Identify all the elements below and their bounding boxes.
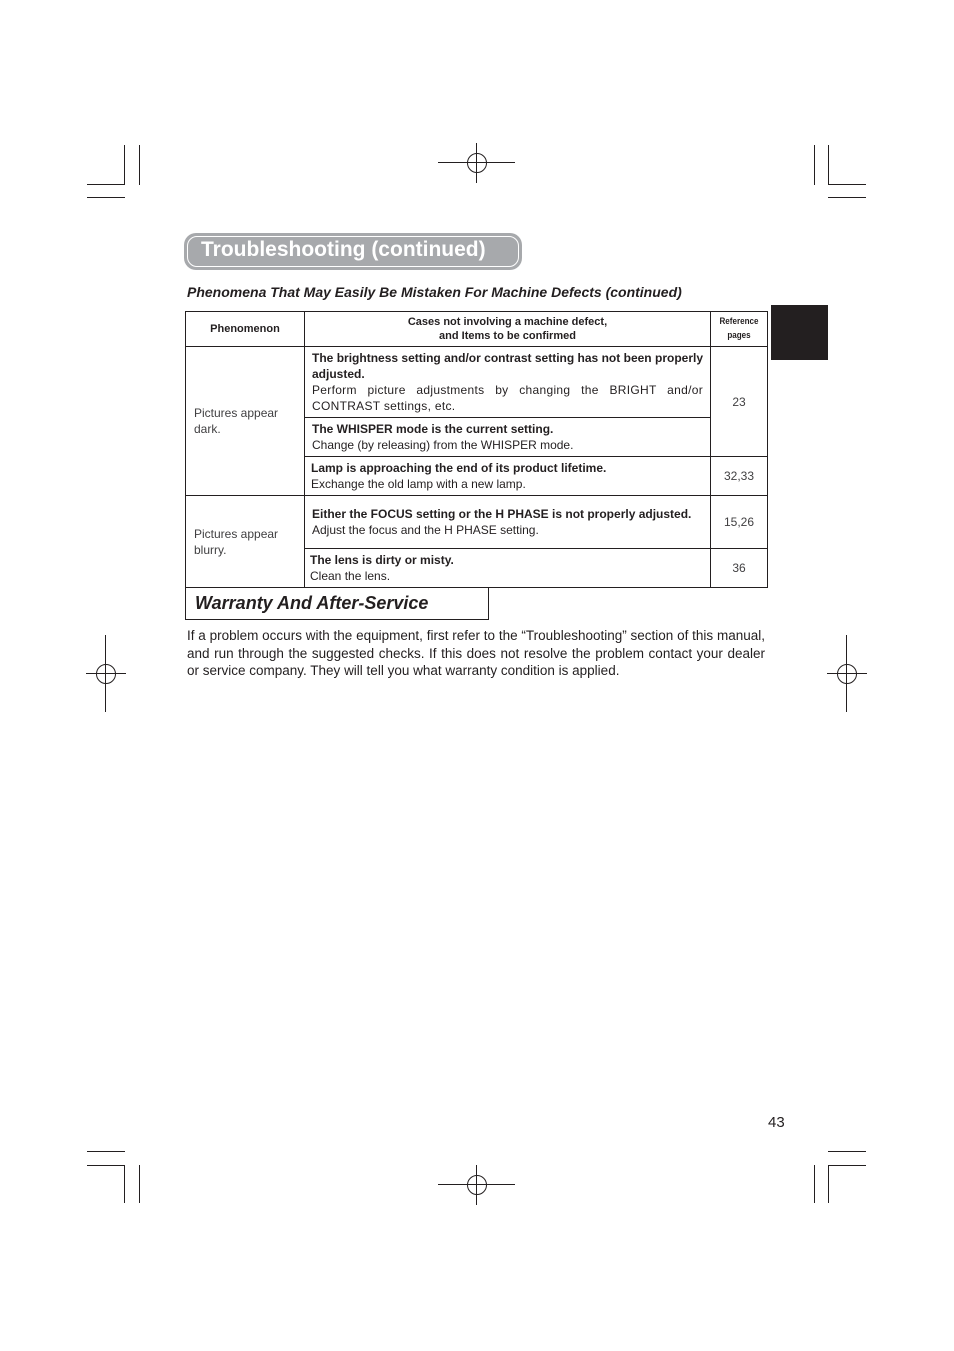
warranty-heading-box bbox=[185, 587, 489, 620]
table-header-row bbox=[186, 312, 768, 347]
case-heading: The WHISPER mode is the current setting. bbox=[312, 422, 554, 436]
case-body: Exchange the old lamp with a new lamp. bbox=[311, 477, 526, 491]
page-title-banner bbox=[184, 233, 522, 270]
header-cases-line2: and Items to be confirmed bbox=[439, 330, 576, 342]
case-body: Perform picture adjustments by changing the BRIGHT and/or CONTRAST settings, etc. bbox=[312, 383, 703, 413]
case-body: Clean the lens. bbox=[310, 569, 391, 583]
header-ref-line2: pages bbox=[727, 330, 751, 341]
table-row bbox=[186, 347, 768, 418]
section-subheading bbox=[187, 284, 682, 300]
subheading-suffix: (continued) bbox=[605, 284, 682, 300]
reference-cell: 15,26 bbox=[711, 496, 768, 549]
subheading-main: Phenomena That May Easily Be Mistaken For Machine Defects bbox=[187, 284, 602, 300]
phenomenon-cell: Pictures appear blurry. bbox=[186, 496, 305, 588]
page-number: 43 bbox=[768, 1114, 785, 1131]
section-tab-block bbox=[771, 305, 828, 360]
header-ref-line1: Reference bbox=[719, 316, 759, 327]
reference-cell: 32,33 bbox=[711, 457, 768, 496]
case-heading: The brightness setting and/or contrast setting has not been properly adjusted. bbox=[312, 351, 703, 381]
warranty-paragraph: If a problem occurs with the equipment, first refer to the “Troubleshooting” section of this manual, and run through the suggested checks. If this does not resolve the problem contact your dealer or service company. They will tell you what warranty condition is applied. bbox=[187, 628, 765, 678]
case-heading: The lens is dirty or misty. bbox=[310, 553, 454, 567]
phenomenon-cell: Pictures appear dark. bbox=[186, 347, 305, 496]
case-cell bbox=[305, 457, 711, 496]
case-cell bbox=[305, 496, 711, 549]
case-heading: Either the FOCUS setting or the H PHASE is not properly adjusted. bbox=[312, 507, 692, 521]
header-cases bbox=[305, 312, 711, 347]
page-title: Troubleshooting (continued) bbox=[201, 238, 486, 261]
case-cell bbox=[305, 347, 711, 418]
case-body: Change (by releasing) from the WHISPER mode. bbox=[312, 438, 574, 452]
warranty-heading: Warranty And After-Service bbox=[195, 593, 429, 613]
reference-cell: 36 bbox=[711, 549, 768, 588]
reference-cell: 23 bbox=[711, 347, 768, 457]
header-reference bbox=[711, 312, 768, 347]
case-cell bbox=[305, 549, 711, 588]
case-heading: Lamp is approaching the end of its product lifetime. bbox=[311, 461, 607, 475]
table-row bbox=[186, 496, 768, 549]
case-body: Adjust the focus and the H PHASE setting. bbox=[312, 523, 539, 537]
troubleshooting-table bbox=[185, 311, 768, 588]
header-cases-line1: Cases not involving a machine defect, bbox=[407, 316, 608, 328]
case-cell bbox=[305, 418, 711, 457]
header-phenomenon: Phenomenon bbox=[186, 312, 305, 347]
